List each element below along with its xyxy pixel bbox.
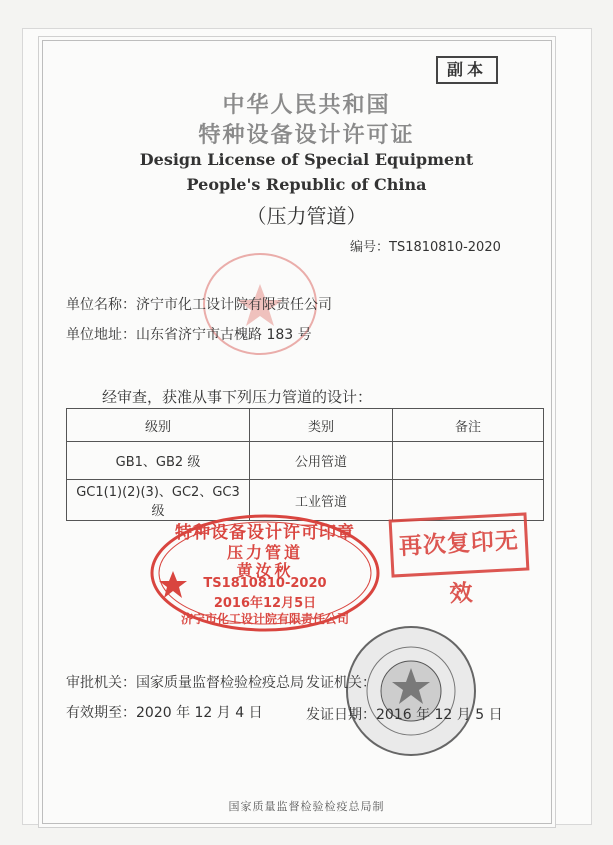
seal-line-4: 2016年12月5日 — [213, 596, 317, 611]
scope-intro: 经审查，获准从事下列压力管道的设计： — [102, 388, 373, 406]
license-number: 编号：TS1810810-2020 — [350, 240, 501, 255]
title-cn-country: 中华人民共和国 — [222, 93, 391, 118]
title-cn-license: 特种设备设计许可证 — [198, 123, 415, 148]
seal-star-icon — [158, 570, 188, 600]
cell-level: GC1(1)(2)(3)、GC2、GC3 级 — [67, 480, 250, 521]
no-recopy-stamp: 再次复印无效 — [389, 512, 530, 577]
header-level: 级别 — [67, 409, 250, 442]
seal-line-1: 压力管道 — [226, 543, 303, 562]
valid-until: 有效期至：2020 年 12 月 4 日 — [66, 705, 263, 721]
unit-address: 单位地址：山东省济宁市古槐路 183 号 — [66, 327, 312, 343]
issue-date: 发证日期：2016 年 12 月 5 日 — [306, 707, 503, 723]
issuing-authority: 发证机关： — [306, 675, 376, 691]
seal-line-3: TS1810810-2020 — [203, 576, 327, 591]
approval-authority: 审批机关：国家质量监督检验检疫总局 — [66, 675, 304, 691]
footer-issuer: 国家质量监督检验检疫总局制 — [228, 800, 385, 813]
copy-mark: 副本 — [436, 56, 498, 84]
seal-bottom-text: 济宁市化工设计院有限责任公司 — [180, 612, 349, 626]
cell-remarks — [393, 442, 544, 480]
cell-level: GB1、GB2 级 — [67, 442, 250, 480]
unit-name: 单位名称：济宁市化工设计院有限责任公司 — [66, 297, 332, 313]
title-en-country: People's Republic of China — [186, 175, 427, 194]
seal-line-2: 黄汝秋 — [236, 561, 294, 580]
header-remarks: 备注 — [393, 409, 544, 442]
table-header-row — [67, 409, 544, 442]
header-category: 类别 — [250, 409, 393, 442]
category-title: （压力管道） — [246, 204, 367, 228]
table-row — [67, 442, 544, 480]
cell-category: 工业管道 — [250, 480, 393, 521]
scope-table — [66, 408, 544, 521]
seal-arc-text: 特种设备设计许可印章 — [175, 523, 355, 543]
cell-category: 公用管道 — [250, 442, 393, 480]
title-en-license: Design License of Special Equipment — [139, 150, 474, 169]
